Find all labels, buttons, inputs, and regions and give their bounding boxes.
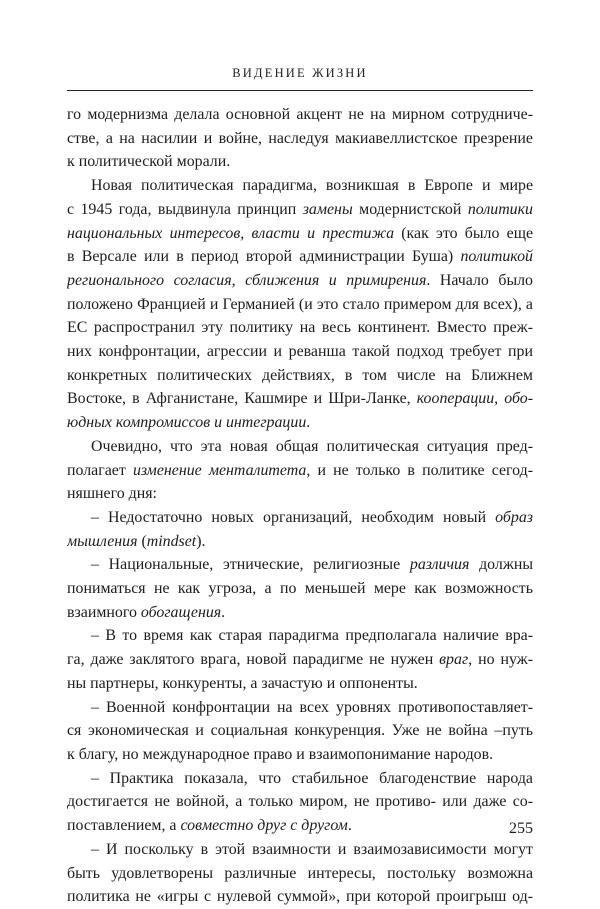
text-line: быть удовлетворены различные интересы, постольку возможна	[67, 864, 533, 882]
text-line: юдных компромиссов и интеграции.	[67, 414, 311, 432]
text-line: полагает изменение менталитета, и не только в политике сегод-	[67, 461, 533, 479]
text-line: положено Францией и Германией (и это стало примером для всех), а	[67, 295, 533, 313]
text-line: ны партнеры, конкуренты, а зачастую и оппоненты.	[67, 674, 418, 692]
text-line: няшнего дня:	[67, 485, 157, 503]
body-text	[67, 103, 533, 909]
text-line: Востоке, в Афганистане, Кашмире и Шри-Ланке, кооперации, обо-	[67, 390, 533, 408]
text-line: – И поскольку в этой взаимности и взаимозависимости могут	[91, 840, 533, 858]
text-line: мышления (mindset).	[67, 532, 206, 550]
text-line: взаимного обогащения.	[67, 603, 226, 621]
text-line: – Практика показала, что стабильное благоденствие народа	[91, 769, 533, 787]
page-number: 255	[509, 820, 533, 837]
header-rule	[67, 90, 533, 91]
text-line: – В то время как старая парадигма предполагала наличие вра-	[91, 627, 533, 645]
text-line: конкретных политических действиях, в том числе на Ближнем	[67, 366, 533, 384]
text-line: ЕС распространил эту политику на весь континент. Вместо преж-	[67, 319, 533, 337]
text-line: политика не «игры с нулевой суммой», при которой проигрыш од-	[67, 888, 533, 906]
text-line: к политической морали.	[67, 153, 231, 171]
text-line: Новая политическая парадигма, возникшая в Европе и мире	[91, 177, 533, 195]
text-line: Очевидно, что эта новая общая политическая ситуация пред-	[91, 437, 533, 455]
text-line: – Национальные, этнические, религиозные различия должны	[91, 556, 533, 574]
text-line: них конфронтации, агрессии и реванша такой подход требует при	[67, 343, 533, 361]
text-line: к благу, но международное право и взаимопонимание народов.	[67, 745, 494, 763]
text-line: га, даже заклятого врага, новой парадигме не нужен враг, но нуж-	[67, 651, 533, 669]
text-line: регионального согласия, сближения и примирения. Начало было	[67, 271, 533, 289]
text-line: – Недостаточно новых организаций, необходим новый образ	[91, 508, 533, 526]
text-line: ся экономическая и социальная конкуренция. Уже не война –путь	[67, 722, 533, 740]
text-line: стве, а на насилии и войне, наследуя макиавеллистское презрение	[67, 129, 533, 147]
text-line: достигается не войной, а только миром, не противо- или даже со-	[67, 793, 533, 811]
running-head: ВИДЕНИЕ ЖИЗНИ	[232, 66, 368, 80]
text-line: национальных интересов, власти и престижа (как это было еще	[67, 224, 533, 242]
text-line: поставлением, а совместно друг с другом.	[67, 817, 352, 835]
text-line: с 1945 года, выдвинула принцип замены модернистской политики	[67, 200, 533, 218]
text-line: в Версале или в период второй администрации Буша) политикой	[67, 248, 533, 266]
text-line: пониматься не как угроза, а по меньшей мере как возможность	[67, 580, 533, 598]
text-line: – Военной конфронтации на всех уровнях противопоставляет-	[91, 698, 533, 716]
text-line: го модернизма делала основной акцент не на мирном сотрудниче-	[67, 106, 533, 123]
